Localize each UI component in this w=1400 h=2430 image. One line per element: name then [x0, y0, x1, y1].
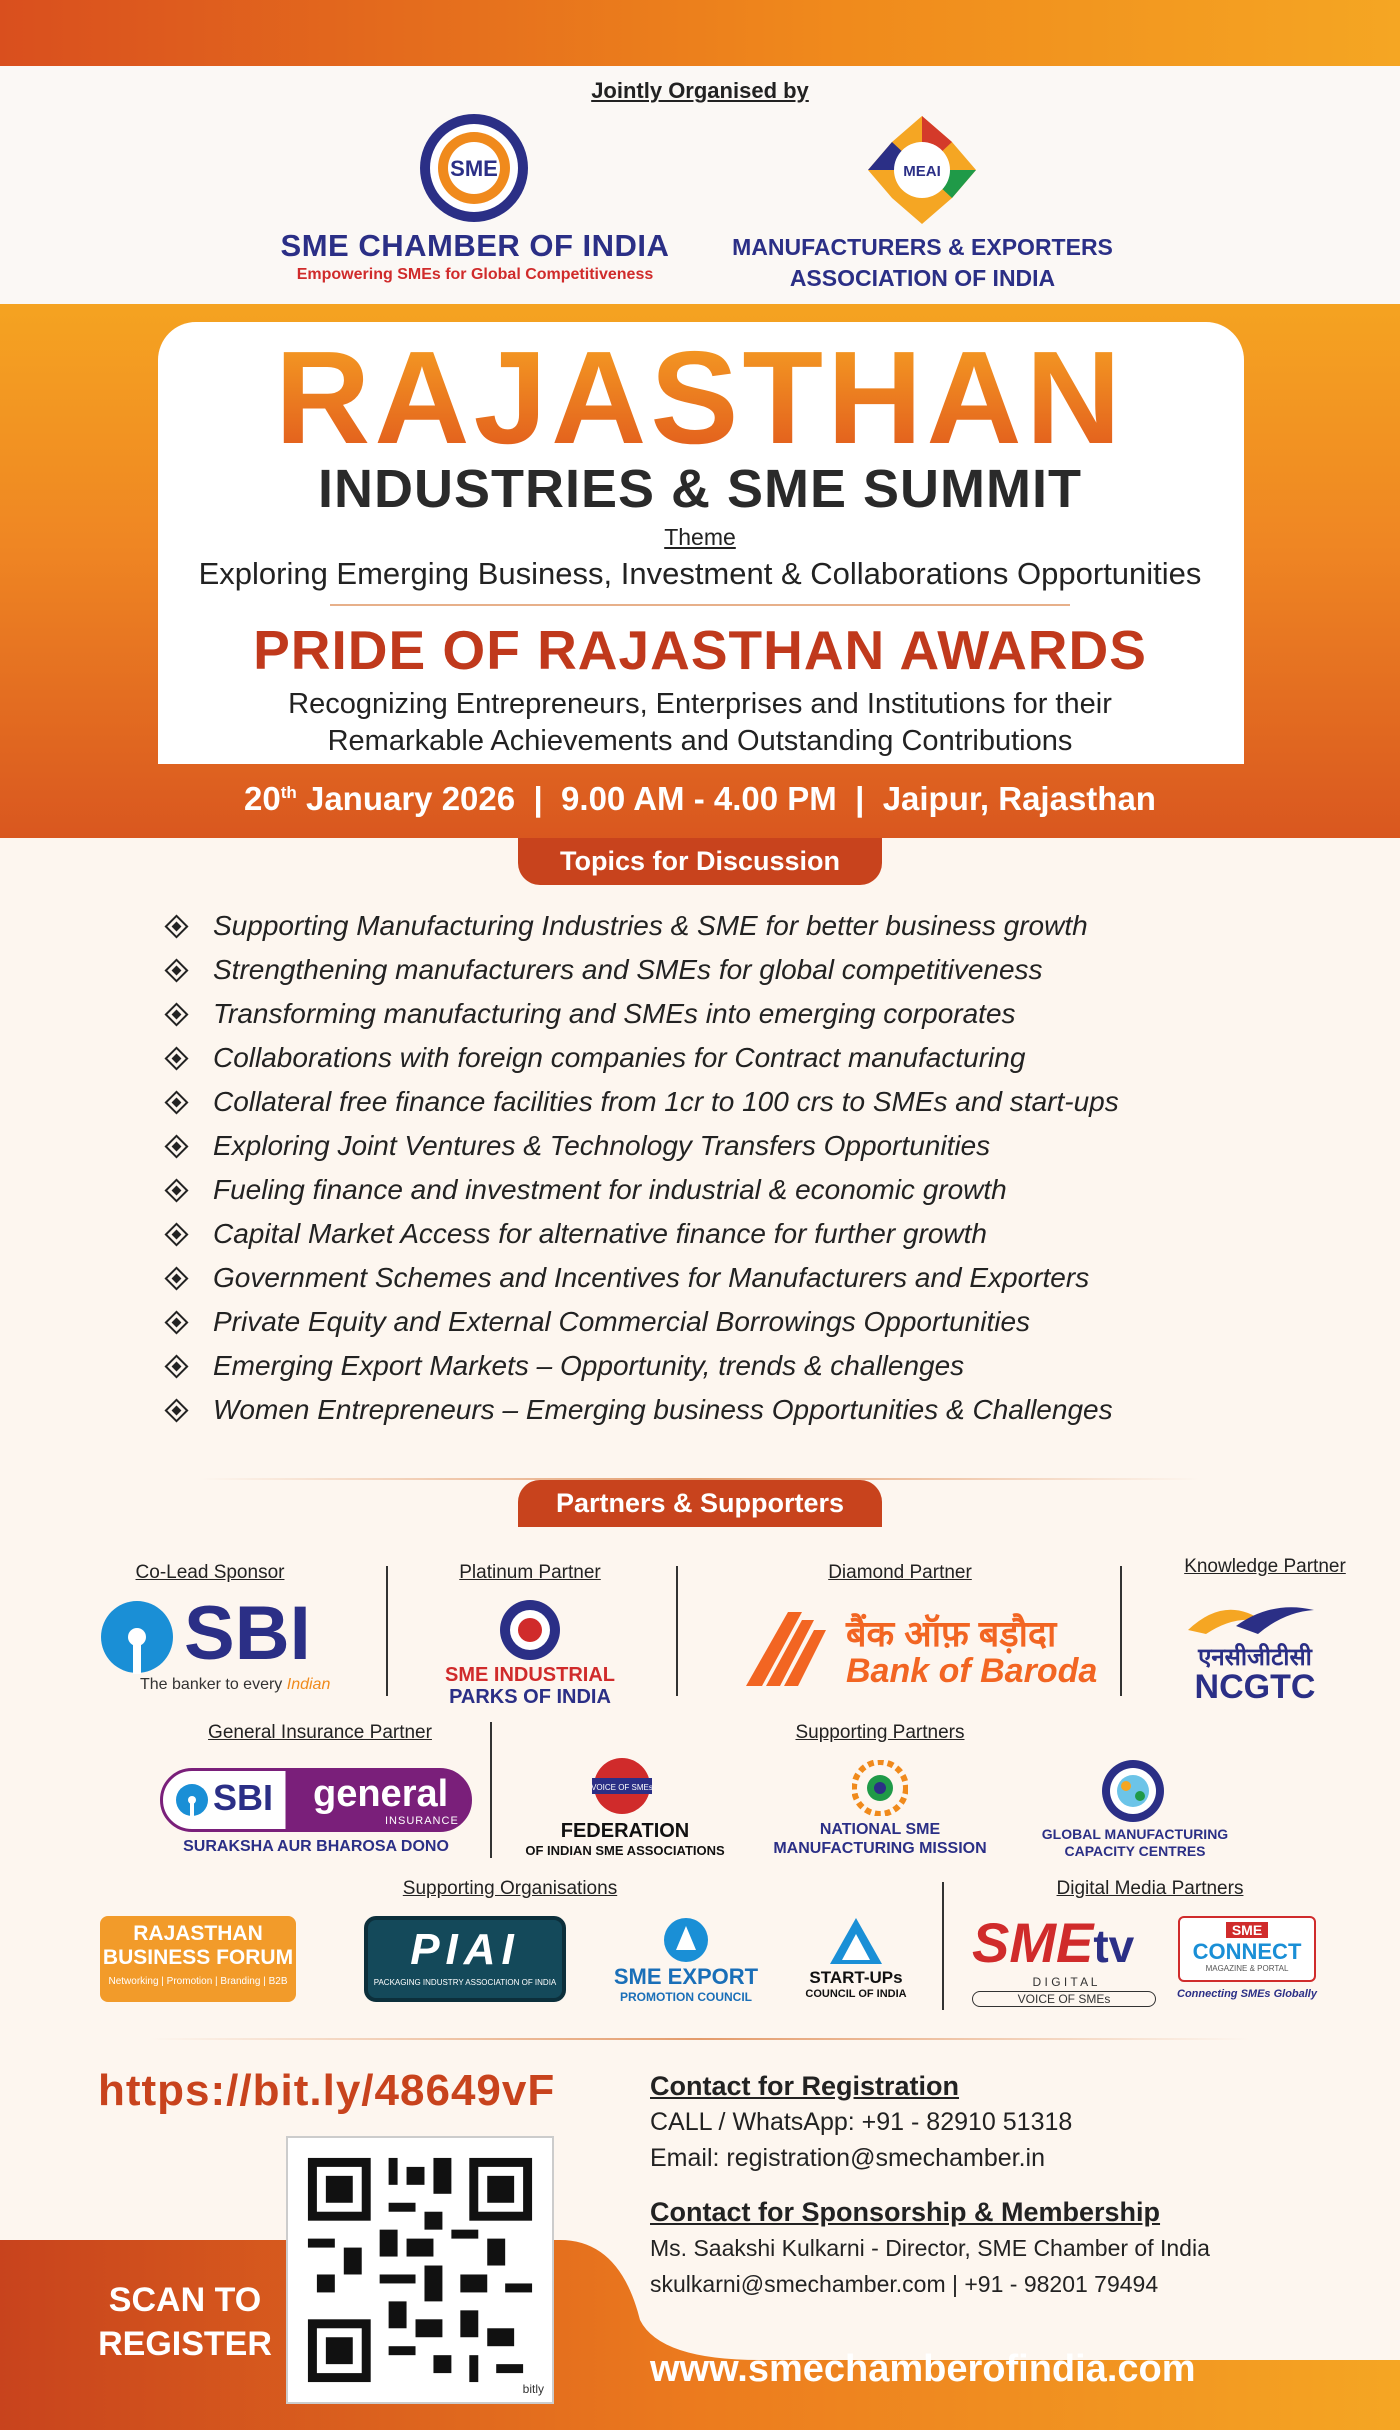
sme-parks-line2: PARKS OF INDIA: [449, 1686, 611, 1708]
supporting-partners-label: Supporting Partners: [795, 1722, 965, 1743]
registration-phone[interactable]: CALL / WhatsApp: +91 - 82910 51318: [650, 2108, 1073, 2136]
theme-divider: [330, 604, 1070, 606]
sme-chamber-tagline: Empowering SMEs for Global Competitiveness: [296, 266, 654, 283]
awards-description: [0, 686, 1400, 760]
topic-text: Government Schemes and Incentives for Manufacturers and Exporters: [213, 1262, 1090, 1293]
bob-english-name: Bank of Baroda: [846, 1652, 1098, 1690]
sbi-general-sbi: SBI: [213, 1777, 274, 1818]
startups-line2: COUNCIL OF INDIA: [805, 1988, 907, 2000]
qr-brand: bitly: [522, 2382, 544, 2396]
fisme-badge-text: VOICE OF SMEs: [591, 1783, 653, 1792]
meai-block: [700, 232, 1145, 294]
bullet-diamond-icon: [164, 1134, 188, 1158]
topic-text: Capital Market Access for alternative finance for further growth: [213, 1218, 987, 1249]
scan-line2: REGISTER: [98, 2325, 272, 2363]
colead-label: Co-Lead Sponsor: [135, 1562, 285, 1583]
digital-media-label: Digital Media Partners: [1056, 1878, 1244, 1899]
topic-item: [168, 1256, 1268, 1300]
topic-item: [168, 948, 1268, 992]
bullet-diamond-icon: [164, 1090, 188, 1114]
sbi-tagline-indian: Indian: [286, 1676, 331, 1693]
topic-text: Strengthening manufacturers and SMEs for global competitiveness: [213, 954, 1043, 985]
insurance-label: General Insurance Partner: [208, 1722, 432, 1743]
topic-item: [168, 1300, 1268, 1344]
smeconnect-logo: [1178, 1916, 1316, 1982]
theme-label: Theme: [664, 524, 736, 550]
event-subtitle: INDUSTRIES & SME SUMMIT: [317, 459, 1083, 519]
sbi-general-insurance: INSURANCE: [385, 1815, 459, 1827]
topic-item: [168, 1036, 1268, 1080]
topic-item: [168, 904, 1268, 948]
gmcc-line2: CAPACITY CENTRES: [1064, 1843, 1206, 1859]
divider-line: [490, 1722, 492, 1858]
bullet-diamond-icon: [164, 1354, 188, 1378]
divider-line: [1120, 1566, 1122, 1696]
topic-text: Fueling finance and investment for industrial & economic growth: [213, 1174, 1007, 1205]
topic-item: [168, 1344, 1268, 1388]
sme-parks-emblem-icon: [498, 1598, 562, 1662]
topic-text: Women Entrepreneurs – Emerging business Opportunities & Challenges: [213, 1394, 1113, 1425]
bullet-diamond-icon: [164, 958, 188, 982]
event-date-suffix: th: [280, 783, 297, 802]
startups-council-name: [776, 1968, 936, 2000]
website-link[interactable]: www.smechamberofindia.com: [650, 2348, 1196, 2390]
partners-heading: Partners & Supporters: [518, 1480, 882, 1527]
registration-qr-code[interactable]: [286, 2136, 554, 2404]
gmcc-globe-icon: [1100, 1758, 1166, 1824]
topic-text: Exploring Joint Ventures & Technology Transfers Opportunities: [213, 1130, 991, 1161]
ncgtc-name: NCGTC: [1194, 1668, 1316, 1706]
bob-hindi-name: बैंक ऑफ़ बड़ौदा: [846, 1613, 1057, 1654]
rbf-tagline: Networking | Promotion | Branding | B2B: [108, 1976, 288, 1987]
startups-line1: START-UPs: [809, 1968, 903, 1987]
registration-contact-heading: Contact for Registration: [650, 2071, 960, 2101]
topics-list: [168, 904, 1268, 1432]
meai-logo: [864, 112, 980, 228]
nsmm-line2: MANUFACTURING MISSION: [773, 1840, 987, 1857]
sme-parks-line1: SME INDUSTRIAL: [445, 1664, 615, 1686]
awards-description-line2: Remarkable Achievements and Outstanding Contributions: [327, 725, 1073, 757]
topic-item: [168, 992, 1268, 1036]
sme-chamber-block: [250, 228, 700, 284]
top-banner-bar: [0, 0, 1400, 66]
bullet-diamond-icon: [164, 1046, 188, 1070]
bullet-diamond-icon: [164, 1310, 188, 1334]
topic-text: Supporting Manufacturing Industries & SME for better business growth: [213, 910, 1088, 941]
sbi-emblem-icon: [100, 1600, 174, 1674]
sponsorship-contact-details[interactable]: skulkarni@smechamber.com | +91 - 98201 79494: [650, 2271, 1159, 2297]
topic-text: Emerging Export Markets – Opportunity, trends & challenges: [213, 1350, 965, 1381]
contact-block: [650, 2068, 1370, 2302]
smeepc-line1: SME EXPORT: [613, 1964, 759, 1989]
awards-description-line1: Recognizing Entrepreneurs, Enterprises and Institutions for their: [288, 688, 1112, 720]
sbi-general-logo: [160, 1768, 472, 1832]
sme-export-council-icon: [662, 1916, 710, 1964]
topic-text: Collateral free finance facilities from 1cr to 100 crs to SMEs and start-ups: [213, 1086, 1119, 1117]
divider-line: [942, 1882, 944, 2010]
sbi-general-word: general: [313, 1773, 449, 1815]
scan-line1: SCAN TO: [108, 2281, 262, 2319]
smeconnect-wordmark: CONNECT: [1192, 1939, 1302, 1964]
event-date-day: 20: [244, 780, 281, 817]
divider-line: [386, 1566, 388, 1696]
knowledge-label: Knowledge Partner: [1184, 1556, 1346, 1577]
topic-item: [168, 1080, 1268, 1124]
meai-name-line2: ASSOCIATION OF INDIA: [789, 265, 1056, 291]
ncgtc-hindi-name: एनसीजीटीसी: [1198, 1644, 1312, 1671]
topic-item: [168, 1212, 1268, 1256]
platinum-label: Platinum Partner: [459, 1562, 601, 1583]
sme-export-council-name: [600, 1964, 772, 2004]
sme-chamber-name: SME CHAMBER OF INDIA: [280, 228, 670, 263]
supporting-orgs-label: Supporting Organisations: [402, 1878, 618, 1899]
awards-title: PRIDE OF RAJASTHAN AWARDS: [253, 619, 1147, 681]
rbf-line1: RAJASTHAN: [133, 1922, 263, 1945]
topic-item: [168, 1124, 1268, 1168]
sbi-tagline-text: The banker to every: [140, 1676, 287, 1693]
piai-wordmark: PIAI: [410, 1925, 520, 1974]
bullet-diamond-icon: [164, 1398, 188, 1422]
sbi-wordmark: SBI: [184, 1591, 311, 1676]
sme-chamber-logo: [418, 112, 530, 224]
meai-logo-text: MEAI: [903, 163, 941, 180]
diamond-label: Diamond Partner: [828, 1562, 972, 1583]
scan-to-register-label: [80, 2278, 290, 2366]
topic-text: Collaborations with foreign companies for Contract manufacturing: [213, 1042, 1026, 1073]
meai-name-line1: MANUFACTURERS & EXPORTERS: [732, 234, 1113, 260]
bank-of-baroda-sun-icon: [742, 1608, 834, 1688]
smetv-logo: [972, 1910, 1172, 2006]
topic-text: Private Equity and External Commercial Borrowings Opportunities: [213, 1306, 1031, 1337]
piai-tagline: PACKAGING INDUSTRY ASSOCIATION OF INDIA: [373, 1978, 557, 1987]
sbi-general-emblem-icon: [175, 1783, 209, 1817]
smeconnect-tagline: Connecting SMEs Globally: [1177, 1988, 1317, 2000]
event-dateline: 20th January 2026 | 9.00 AM - 4.00 PM | Jaipur, Rajasthan: [244, 780, 1156, 817]
topic-item: [168, 1388, 1268, 1432]
fisme-emblem-icon: [586, 1756, 658, 1820]
sme-parks-name: [420, 1664, 640, 1708]
piai-logo: [364, 1916, 566, 2002]
topic-text: Transforming manufacturing and SMEs into emerging corporates: [213, 998, 1016, 1029]
event-time: 9.00 AM - 4.00 PM: [561, 780, 837, 817]
registration-url-link[interactable]: https://bit.ly/48649vF: [98, 2066, 556, 2115]
gmcc-line1: GLOBAL MANUFACTURING: [1041, 1826, 1229, 1842]
fisme-name: [500, 1820, 750, 1858]
rajasthan-business-forum-logo: [100, 1916, 296, 2002]
sbi-tagline: [140, 1676, 330, 1694]
rbf-line2: BUSINESS FORUM: [102, 1946, 294, 1969]
nsmm-emblem-icon: [852, 1760, 908, 1816]
topic-item: [168, 1168, 1268, 1212]
sme-logo-text: SME: [450, 156, 498, 181]
startups-council-icon: [828, 1916, 884, 1966]
gmcc-name: [1020, 1826, 1250, 1860]
event-location: Jaipur, Rajasthan: [882, 780, 1156, 817]
smetv-sme: SME: [972, 1911, 1094, 1974]
bullet-diamond-icon: [164, 914, 188, 938]
smeepc-line2: PROMOTION COUNCIL: [620, 1990, 752, 2004]
smetv-tv: tv: [1093, 1920, 1135, 1972]
nsmm-name: [760, 1820, 1000, 1858]
registration-email[interactable]: Email: registration@smechamber.in: [650, 2144, 1045, 2172]
divider-line: [676, 1566, 678, 1696]
sponsorship-contact-heading: Contact for Sponsorship & Membership: [650, 2197, 1161, 2227]
fisme-line2: OF INDIAN SME ASSOCIATIONS: [525, 1843, 725, 1858]
bullet-diamond-icon: [164, 1222, 188, 1246]
nsmm-line1: NATIONAL SME: [819, 1821, 941, 1838]
theme-text: Exploring Emerging Business, Investment & Collaborations Opportunities: [198, 556, 1202, 591]
event-date-month: January 2026: [296, 780, 516, 817]
sbi-general-tagline: SURAKSHA AUR BHAROSA DONO: [183, 1838, 449, 1855]
jointly-organised-label: Jointly Organised by: [591, 78, 809, 103]
qr-code-icon: [290, 2140, 550, 2400]
bullet-diamond-icon: [164, 1002, 188, 1026]
smetv-digital: D I G I T A L: [1032, 1975, 1098, 1989]
bullet-diamond-icon: [164, 1266, 188, 1290]
sponsorship-contact-person: Ms. Saakshi Kulkarni - Director, SME Chamber of India: [650, 2235, 1210, 2261]
event-title: RAJASTHAN: [0, 328, 1400, 468]
smetv-tagline: VOICE OF SMEs: [972, 1991, 1156, 2007]
bullet-diamond-icon: [164, 1178, 188, 1202]
smeconnect-sub: MAGAZINE & PORTAL: [1205, 1964, 1289, 1973]
smeconnect-top: SME: [1226, 1922, 1268, 1938]
footer-divider: [150, 2038, 1250, 2040]
sbi-logo: [100, 1591, 340, 1693]
fisme-line1: FEDERATION: [560, 1820, 690, 1842]
topics-heading: Topics for Discussion: [518, 838, 882, 885]
